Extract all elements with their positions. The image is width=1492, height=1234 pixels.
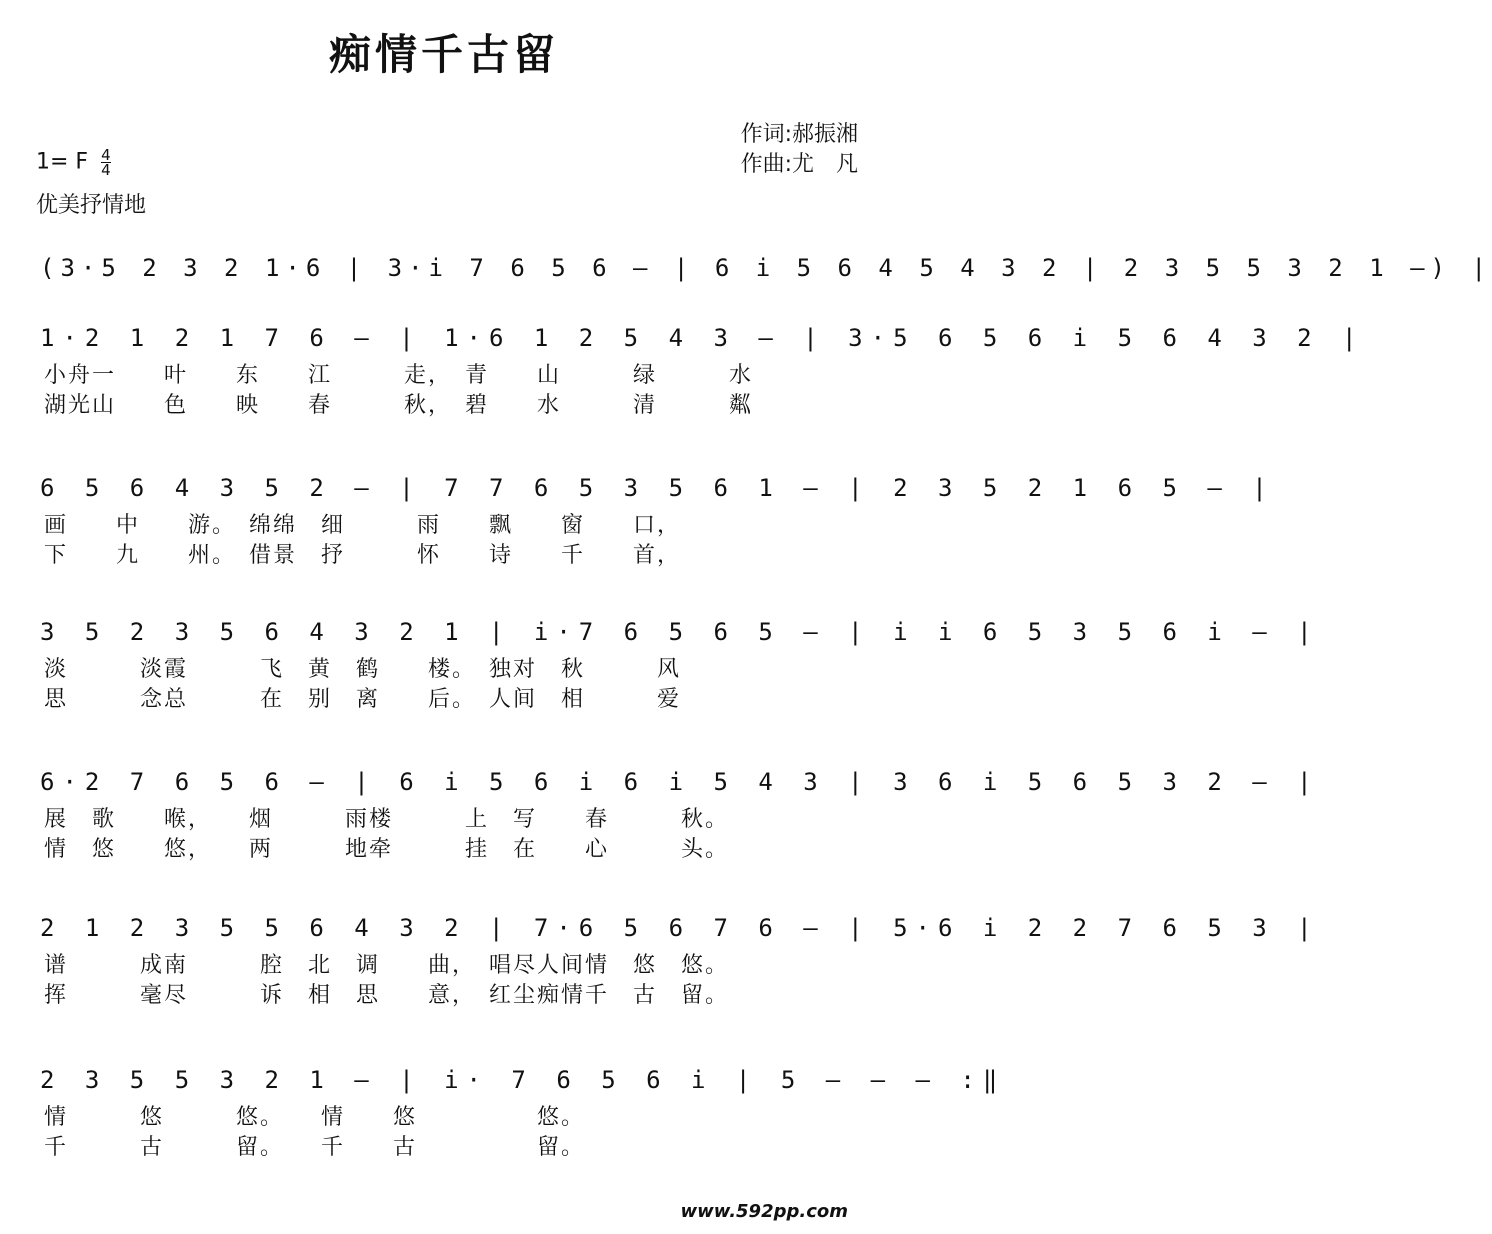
note-line: 6 5 6 4 3 5 2 – | 7 7 6 5 3 5 6 1 – | 2 3 5 2 1 6 5 – | bbox=[40, 474, 1275, 502]
staff-system bbox=[40, 612, 1320, 712]
lyric-line-v1 bbox=[40, 358, 860, 388]
system-notes bbox=[40, 612, 1320, 652]
staff-system bbox=[40, 908, 1320, 1008]
lyric-line-v1 bbox=[40, 1100, 860, 1130]
staff-system bbox=[40, 762, 1320, 862]
tempo-marking: 优美抒情地 bbox=[36, 193, 147, 218]
lyric-text: 挥 毫尽 诉 相 思 意， 红尘痴情千 古 留。 bbox=[44, 983, 730, 1008]
lyricist-label: 作词: bbox=[740, 122, 792, 147]
system-notes bbox=[40, 762, 1320, 802]
lyric-line-v2 bbox=[40, 1130, 860, 1160]
note-line: 2 1 2 3 5 5 6 4 3 2 | 7·6 5 6 7 6 – | 5·6 i 2 2 7 6 5 3 | bbox=[40, 914, 1320, 942]
lyric-text: 千 古 留。 千 古 留。 bbox=[44, 1135, 586, 1160]
lyric-line-v2 bbox=[40, 538, 860, 568]
lyric-text: 情 悠 悠。 情 悠 悠。 bbox=[44, 1105, 586, 1130]
key-label: 1= F bbox=[36, 149, 89, 175]
lyricist-name: 郝振湘 bbox=[791, 122, 858, 147]
note-line: 1·2 1 2 1 7 6 – | 1·6 1 2 5 4 3 – | 3·5 6 5 6 i 5 6 4 3 2 | bbox=[40, 324, 1365, 352]
time-top: 4 bbox=[101, 146, 111, 164]
note-line: 6·2 7 6 5 6 – | 6 i 5 6 i 6 i 5 4 3 | 3 6 i 5 6 5 3 2 – | bbox=[40, 768, 1320, 796]
intro-staff bbox=[40, 248, 1492, 288]
lyric-text: 情 悠 悠， 两 地牵 挂 在 心 头。 bbox=[44, 837, 730, 862]
lyric-text: 下 九 州。 借景 抒 怀 诗 千 首， bbox=[44, 543, 682, 568]
note-line: 2 3 5 5 3 2 1 – | i· 7 6 5 6 i | 5 – – – :‖ bbox=[40, 1066, 1006, 1094]
time-signature bbox=[101, 148, 111, 177]
lyric-text: 小舟一 叶 东 江 走， 青 山 绿 水 bbox=[44, 363, 754, 388]
lyric-text: 画 中 游。 绵绵 细 雨 飘 窗 口， bbox=[44, 513, 682, 538]
system-notes bbox=[40, 468, 1275, 508]
staff-system bbox=[40, 1060, 1006, 1160]
lyric-text: 思 念总 在 别 离 后。 人间 相 爱 bbox=[44, 687, 682, 712]
lyric-line-v2 bbox=[40, 682, 860, 712]
note-line: 3 5 2 3 5 6 4 3 2 1 | i·7 6 5 6 5 – | i i 6 5 3 5 6 i – | bbox=[40, 618, 1320, 646]
credits bbox=[741, 120, 858, 180]
lyric-line-v2 bbox=[40, 978, 860, 1008]
lyric-line-v1 bbox=[40, 948, 860, 978]
song-title: 痴情千古留 bbox=[328, 30, 559, 79]
system-notes bbox=[40, 318, 1365, 358]
staff-system bbox=[40, 318, 1365, 418]
system-notes bbox=[40, 908, 1320, 948]
lyric-line-v1 bbox=[40, 652, 860, 682]
key-signature bbox=[36, 148, 111, 177]
lyric-text: 展 歌 喉， 烟 雨楼 上 写 春 秋。 bbox=[44, 807, 730, 832]
lyric-text: 淡 淡霞 飞 黄 鹤 楼。 独对 秋 风 bbox=[44, 657, 682, 682]
lyric-line-v1 bbox=[40, 508, 860, 538]
system-notes bbox=[40, 1060, 1006, 1100]
composer-name: 尤 凡 bbox=[791, 152, 858, 177]
lyric-text: 湖光山 色 映 春 秋， 碧 水 清 粼 bbox=[44, 393, 754, 418]
time-bottom: 4 bbox=[101, 161, 111, 179]
lyric-line-v2 bbox=[40, 832, 860, 862]
lyric-line-v2 bbox=[40, 388, 860, 418]
composer-label: 作曲: bbox=[740, 152, 792, 177]
lyric-text: 谱 成南 腔 北 调 曲， 唱尽人间情 悠 悠。 bbox=[44, 953, 730, 978]
intro-notes: (3·5 2 3 2 1·6 | 3·i 7 6 5 6 – | 6 i 5 6 4 5 4 3 2 | 2 3 5 5 3 2 1 –) | bbox=[40, 254, 1492, 282]
footer-url: www.592pp.com bbox=[680, 1201, 848, 1222]
staff-system bbox=[40, 468, 1275, 568]
lyric-line-v1 bbox=[40, 802, 860, 832]
